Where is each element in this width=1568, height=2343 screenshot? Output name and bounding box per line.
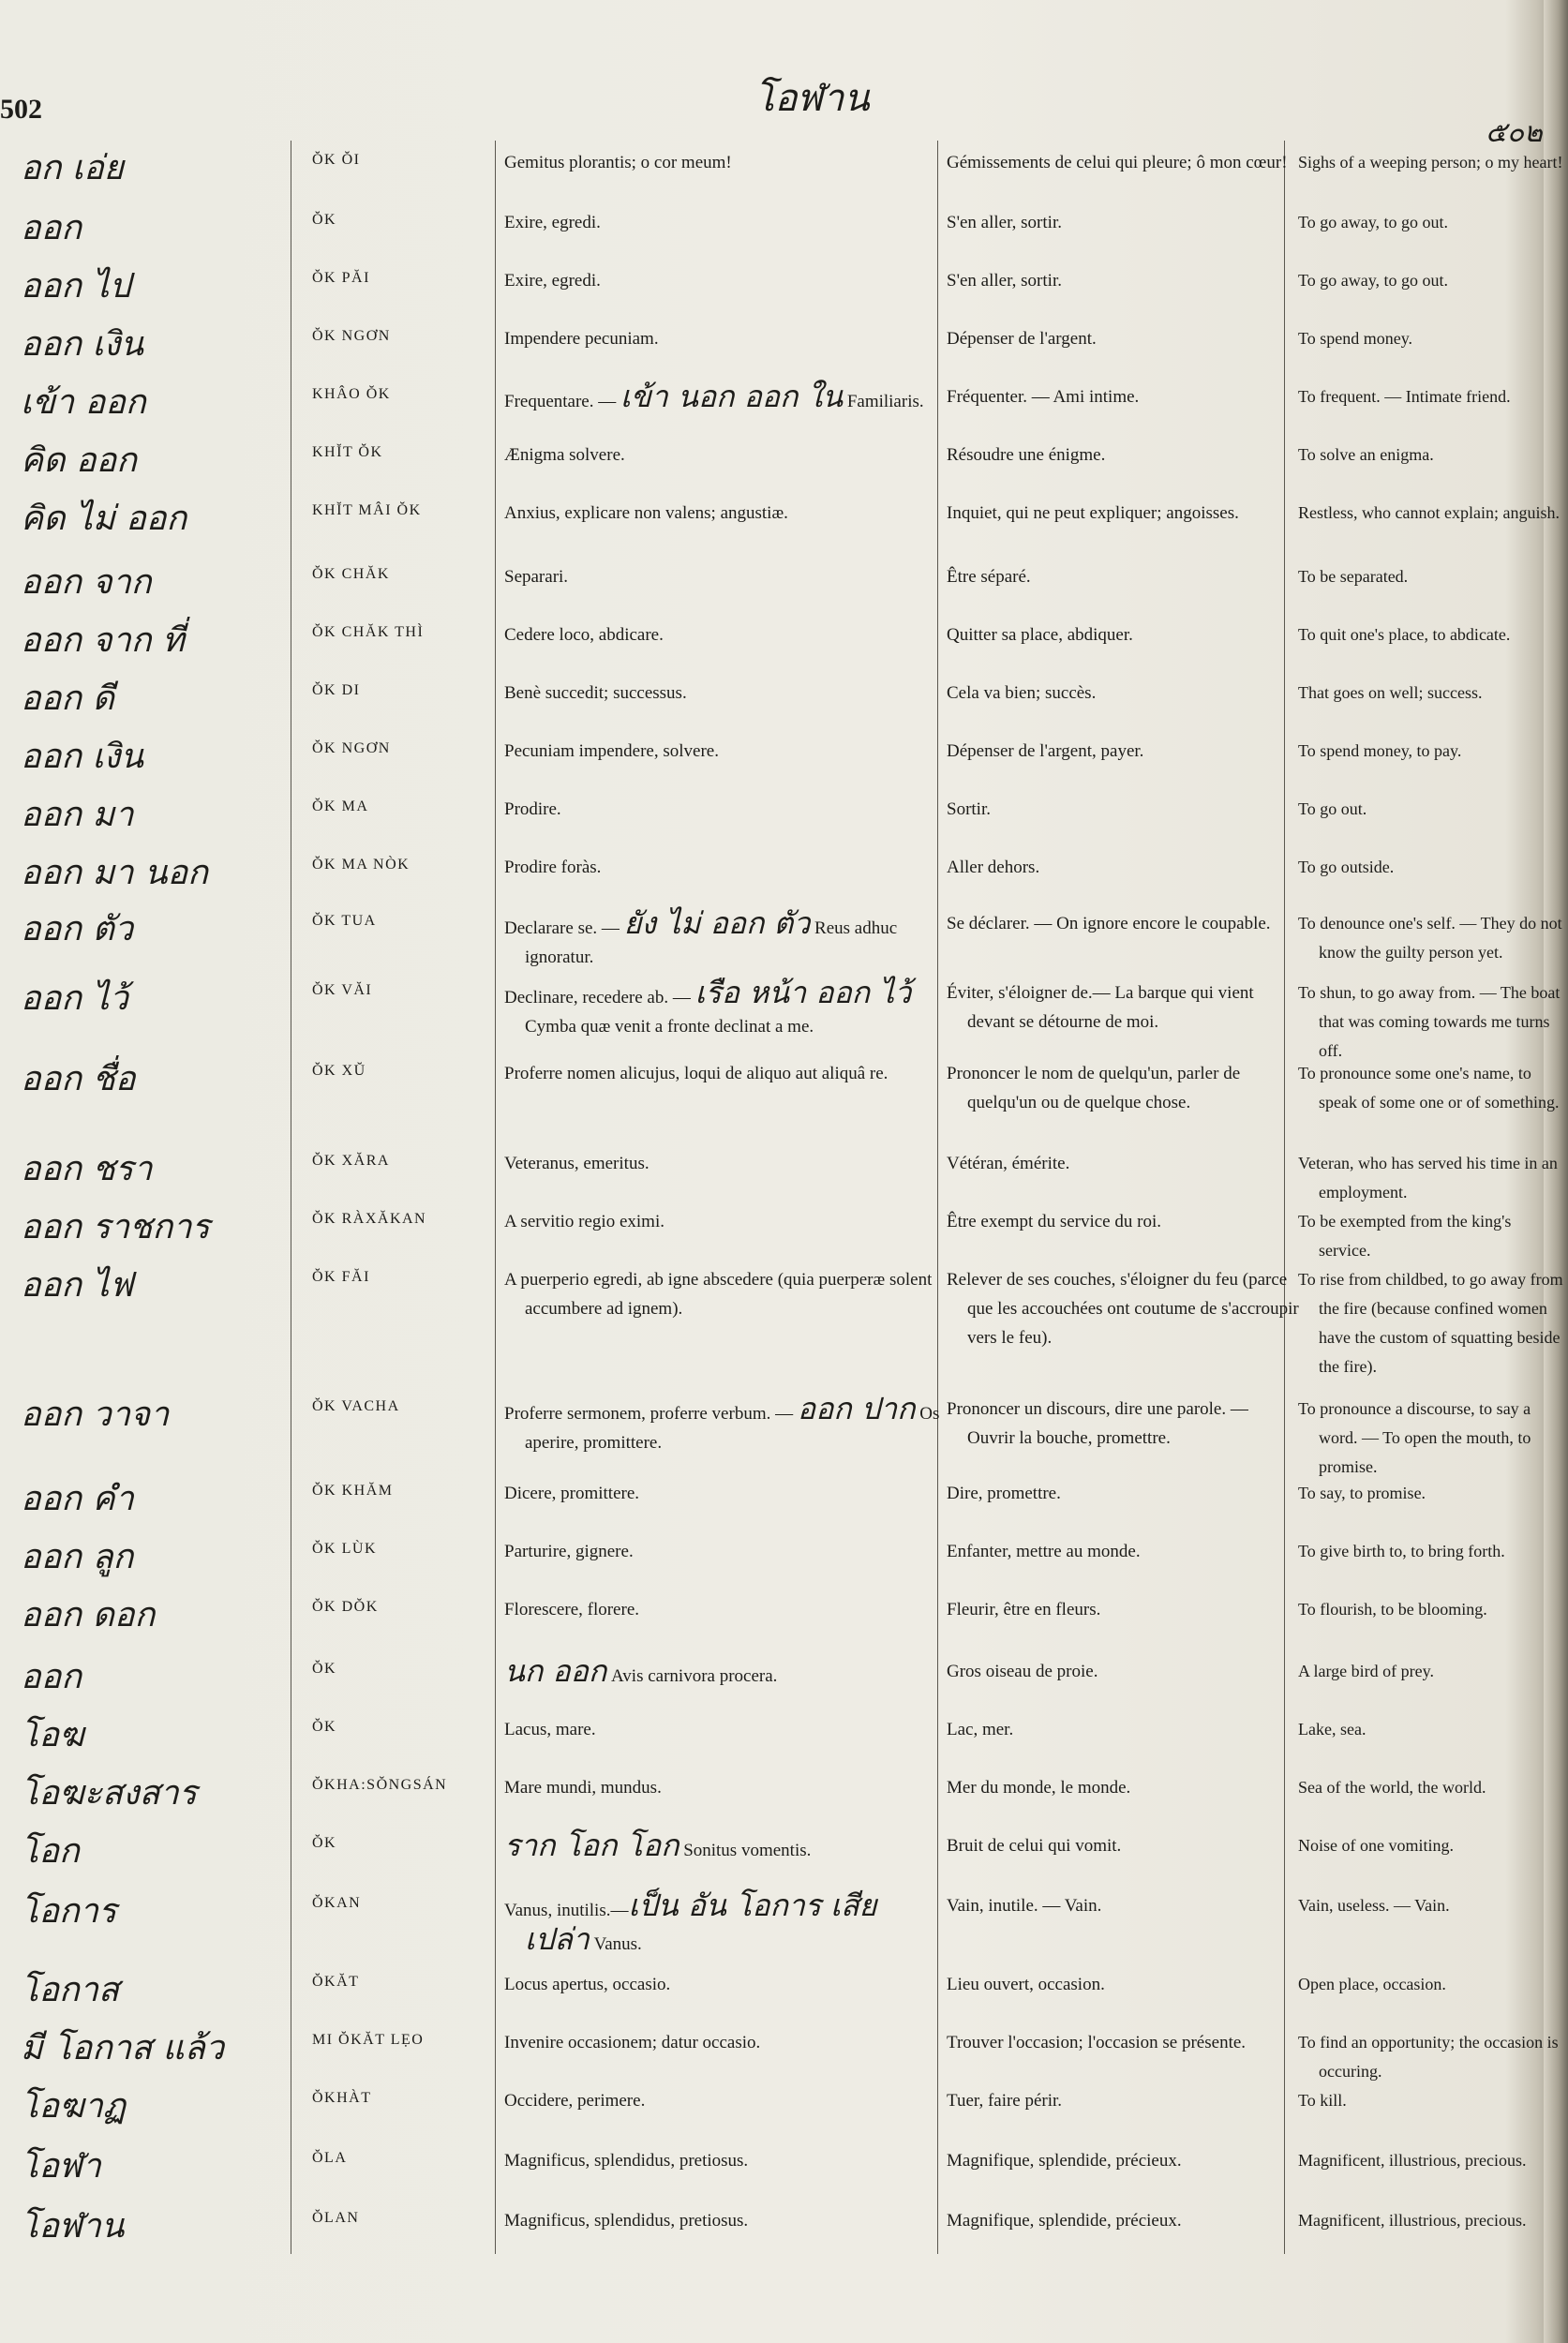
romanization: ŎK TUA [312, 913, 377, 929]
latin-text: Vanus. [589, 1934, 642, 1954]
latin-text: Exire, egredi. [504, 213, 601, 232]
thai-headword: ออก ดี [21, 679, 114, 718]
thai-headword: โอฆะสงสาร [21, 1774, 198, 1813]
thai-example: เป็น อัน โอการ เสีย เปล่า [525, 1888, 877, 1957]
french-definition: Trouver l'occasion; l'occasion se présente. [947, 2033, 1247, 2052]
english-definition: To pronounce some one's name, to speak of some one or of something. [1298, 1064, 1560, 1112]
french-definition: Dépenser de l'argent, payer. [947, 741, 1144, 761]
latin-text: Florescere, florere. [504, 1600, 640, 1619]
latin-definition [504, 1970, 947, 1999]
english-definition: Magnificent, illustrious, precious. [1298, 2151, 1527, 2170]
latin-definition [504, 1149, 947, 1178]
latin-definition [504, 2086, 947, 2115]
french-definition: Inquiet, qui ne peut expliquer; angoisses. [947, 503, 1239, 523]
french-definition: Vain, inutile. — Vain. [947, 1896, 1102, 1916]
latin-prefix: Declinare, recedere ab. — [504, 988, 695, 1007]
latin-definition [504, 2028, 947, 2057]
romanization: KHÂO ŎK [312, 386, 391, 402]
latin-definition [504, 2206, 947, 2235]
thai-headword: โอก [21, 1832, 80, 1871]
romanization: ŎKĂT [312, 1974, 360, 1990]
latin-definition [504, 1207, 947, 1236]
latin-text: Occidere, perimere. [504, 2091, 646, 2111]
latin-text: Os aperire, promittere. [525, 1404, 940, 1453]
latin-text: Dicere, promittere. [504, 1484, 640, 1503]
english-definition: To be separated. [1298, 567, 1409, 586]
romanization: ŎK XĂRA [312, 1153, 390, 1169]
french-definition: Lieu ouvert, occasion. [947, 1975, 1105, 1994]
latin-text: Exire, egredi. [504, 271, 601, 291]
latin-prefix: Proferre sermonem, proferre verbum. — [504, 1404, 798, 1424]
thai-headword: ออก คำ [21, 1480, 134, 1518]
latin-text: Lacus, mare. [504, 1720, 596, 1739]
latin-definition [504, 324, 947, 353]
thai-headword: ออก จาก ที่ [21, 621, 185, 660]
french-definition: Dire, promettre. [947, 1484, 1061, 1503]
french-definition: Aller dehors. [947, 858, 1040, 877]
latin-text: Mare mundi, mundus. [504, 1778, 662, 1798]
romanization: ŎK [312, 212, 337, 228]
latin-definition [504, 1595, 947, 1624]
french-definition: Se déclarer. — On ignore encore le coupable. [947, 914, 1271, 933]
french-definition: Prononcer le nom de quelqu'un, parler de quelqu'un ou de quelque chose. [947, 1064, 1241, 1112]
latin-definition [504, 1265, 947, 1323]
french-definition: Relever de ses couches, s'éloigner du feu (parce que les accouchées ont coutume de s'accroupir vers le feu). [947, 1270, 1299, 1348]
romanization: ŎLA [312, 2150, 348, 2166]
latin-text: Veteranus, emeritus. [504, 1154, 650, 1173]
english-definition: Lake, sea. [1298, 1720, 1366, 1739]
english-definition: Magnificent, illustrious, precious. [1298, 2211, 1527, 2230]
english-definition: To spend money, to pay. [1298, 741, 1462, 760]
thai-headword: ออก เงิน [21, 738, 143, 776]
latin-text: Benè succedit; successus. [504, 683, 687, 703]
english-definition: To kill. [1298, 2091, 1347, 2110]
english-definition: Veteran, who has served his time in an employment. [1298, 1154, 1558, 1201]
thai-headword: โอฬาน [21, 2207, 125, 2246]
french-definition: Être séparé. [947, 567, 1031, 587]
english-definition: Sighs of a weeping person; o my heart! [1298, 153, 1563, 172]
thai-headword: ออก วาจา [21, 1395, 170, 1434]
romanization: ŎK DI [312, 682, 361, 698]
thai-headword: ออก ไป [21, 267, 131, 306]
french-definition: Cela va bien; succès. [947, 683, 1097, 703]
thai-headword: ออก เงิน [21, 325, 143, 364]
french-definition: Mer du monde, le monde. [947, 1778, 1131, 1798]
latin-definition [504, 737, 947, 766]
romanization: ŎK [312, 1835, 337, 1851]
thai-headword: ออก [21, 1658, 82, 1696]
latin-definition [504, 679, 947, 708]
thai-headword: โอฆ [21, 1716, 84, 1754]
latin-definition [504, 620, 947, 649]
romanization: ŎK PĂI [312, 270, 370, 286]
english-definition: To say, to promise. [1298, 1484, 1426, 1502]
thai-headword: ออก ลูก [21, 1538, 134, 1576]
latin-text: Prodire foràs. [504, 858, 602, 877]
thai-example: เข้า นอก ออก ใน [620, 379, 844, 414]
thai-headword: ออก มา นอก [21, 854, 208, 892]
romanization: ŎK NGƠN [312, 740, 391, 756]
english-definition: To go away, to go out. [1298, 271, 1449, 290]
romanization: KHĬT MÂI ŎK [312, 502, 422, 518]
latin-text: Locus apertus, occasio. [504, 1975, 671, 1994]
latin-definition [504, 905, 947, 972]
latin-text: Reus adhuc ignoratur. [525, 918, 898, 967]
english-definition: To frequent. — Intimate friend. [1298, 387, 1511, 406]
romanization: ŎK ŎI [312, 152, 361, 168]
french-definition: Gémissements de celui qui pleure; ô mon cœur! [947, 153, 1288, 172]
romanization: ŎK KHĂM [312, 1483, 394, 1499]
french-definition: Magnifique, splendide, précieux. [947, 2211, 1182, 2231]
english-definition: To go away, to go out. [1298, 213, 1449, 231]
latin-text: Magnificus, splendidus, pretiosus. [504, 2151, 749, 2171]
french-definition: Fleurir, être en fleurs. [947, 1600, 1101, 1619]
thai-example: ราก โอก โอก [504, 1828, 679, 1863]
thai-headword: ออก ดอก [21, 1596, 156, 1634]
latin-text: Separari. [504, 567, 569, 587]
french-definition: Gros oiseau de proie. [947, 1662, 1098, 1681]
english-definition: Noise of one vomiting. [1298, 1836, 1454, 1855]
latin-text: Magnificus, splendidus, pretiosus. [504, 2211, 749, 2231]
latin-text: Gemitus plorantis; o cor meum! [504, 153, 732, 172]
thai-example: เรือ หน้า ออก ไว้ [694, 975, 912, 1010]
thai-page-number: ๕๐๒ [1486, 116, 1543, 149]
romanization: ŎK NGƠN [312, 328, 391, 344]
thai-headword: คิด ไม่ ออก [21, 500, 187, 538]
english-definition: To find an opportunity; the occasion is occuring. [1298, 2033, 1559, 2081]
english-definition: To denounce one's self. — They do not know the guilty person yet. [1298, 914, 1562, 962]
english-definition: To be exempted from the king's service. [1298, 1212, 1512, 1260]
latin-text: Avis carnivora procera. [606, 1666, 778, 1686]
latin-definition [504, 1059, 947, 1088]
latin-definition [504, 1828, 947, 1865]
english-definition: To quit one's place, to abdicate. [1298, 625, 1511, 644]
latin-definition [504, 499, 947, 528]
latin-text: Familiaris. [843, 392, 924, 411]
thai-example: ออก ปาก [797, 1391, 916, 1426]
french-definition: Éviter, s'éloigner de.— La barque qui vient devant se détourne de moi. [947, 983, 1254, 1032]
latin-definition [504, 208, 947, 237]
latin-definition [504, 440, 947, 470]
latin-text: Pecuniam impendere, solvere. [504, 741, 719, 761]
romanization: ŎK VĂI [312, 982, 373, 998]
thai-example: ยัง ไม่ ออก ตัว [623, 905, 811, 941]
thai-headword: ออก ตัว [21, 910, 134, 948]
english-definition: Vain, useless. — Vain. [1298, 1896, 1450, 1915]
french-definition: Prononcer un discours, dire une parole. — Ouvrir la bouche, promettre. [947, 1399, 1248, 1448]
thai-headword: คิด ออก [21, 441, 137, 480]
latin-prefix: Frequentare. — [504, 392, 620, 411]
latin-text: Ænigma solvere. [504, 445, 625, 465]
english-definition: To pronounce a discourse, to say a word. — To open the mouth, to promise. [1298, 1399, 1531, 1476]
romanization: ŎK VACHA [312, 1398, 400, 1414]
latin-text: Impendere pecuniam. [504, 329, 659, 349]
english-definition: Open place, occasion. [1298, 1975, 1446, 1993]
thai-headword: เข้า ออก [21, 383, 146, 422]
latin-prefix: Declarare se. — [504, 918, 624, 938]
romanization: ŎK CHĂK THÌ [312, 624, 425, 640]
romanization: ŎK CHĂK [312, 566, 390, 582]
french-definition: Fréquenter. — Ami intime. [947, 387, 1140, 407]
latin-text: Cymba quæ venit a fronte declinat a me. [525, 1017, 814, 1037]
thai-headword: โอกาส [21, 1971, 119, 2009]
romanization: ŎKAN [312, 1895, 362, 1911]
french-definition: Résoudre une énigme. [947, 445, 1106, 465]
romanization: ŎLAN [312, 2210, 360, 2226]
latin-text: Parturire, gignere. [504, 1542, 634, 1561]
latin-text: Invenire occasionem; datur occasio. [504, 2033, 761, 2052]
french-definition: Vétéran, émérite. [947, 1154, 1070, 1173]
latin-definition [504, 1537, 947, 1566]
latin-text: Anxius, explicare non valens; angustiæ. [504, 503, 788, 523]
romanization: ŎK [312, 1661, 337, 1677]
thai-headword: โอฬา [21, 2147, 101, 2186]
french-definition: Magnifique, splendide, précieux. [947, 2151, 1182, 2171]
latin-definition [504, 1479, 947, 1508]
latin-text: Sonitus vomentis. [679, 1841, 812, 1860]
thai-example: นก ออก [504, 1653, 607, 1689]
latin-text: Prodire. [504, 799, 561, 819]
french-definition: Être exempt du service du roi. [947, 1212, 1161, 1231]
thai-headword: โอการ [21, 1892, 117, 1931]
french-definition: Dépenser de l'argent. [947, 329, 1097, 349]
latin-definition [504, 1715, 947, 1744]
latin-definition [504, 2146, 947, 2175]
romanization: ŎK FĂI [312, 1269, 370, 1285]
romanization: MI ŎKĂT LẸO [312, 2032, 425, 2048]
french-definition: Sortir. [947, 799, 991, 819]
thai-headword: ออก ไว้ [21, 979, 128, 1018]
english-definition: To shun, to go away from. — The boat that was coming towards me turns off. [1298, 983, 1561, 1060]
romanization: ŎK XŬ [312, 1063, 366, 1079]
latin-prefix: Vanus, inutilis.— [504, 1901, 629, 1920]
romanization: ŎK MA [312, 798, 369, 814]
english-definition: That goes on well; success. [1298, 683, 1483, 702]
latin-definition [504, 1888, 947, 1959]
english-definition: To rise from childbed, to go away from the fire (because confined women have the custom of squatting beside the fire). [1298, 1270, 1563, 1376]
french-definition: S'en aller, sortir. [947, 271, 1062, 291]
english-definition: To spend money. [1298, 329, 1413, 348]
romanization: ŎK RÀXĂKAN [312, 1211, 427, 1227]
latin-text: A servitio regio eximi. [504, 1212, 665, 1231]
column-divider [495, 141, 496, 2254]
thai-headword: โอฆาฏ [21, 2087, 127, 2126]
thai-headword: ออก [21, 209, 82, 247]
thai-headword: ออก ชื่อ [21, 1060, 136, 1098]
page-title: โอฬาน [754, 77, 870, 120]
thai-headword: ออก ราชการ [21, 1208, 210, 1246]
english-definition: To solve an enigma. [1298, 445, 1434, 464]
french-definition: Lac, mer. [947, 1720, 1014, 1739]
romanization: ŎK [312, 1719, 337, 1735]
thai-headword: มี โอกาส แล้ว [21, 2029, 225, 2067]
thai-headword: ออก มา [21, 796, 134, 834]
english-definition: To flourish, to be blooming. [1298, 1600, 1487, 1619]
thai-headword: ออก ไฟ [21, 1266, 134, 1305]
latin-definition [504, 1773, 947, 1802]
french-definition: Tuer, faire périr. [947, 2091, 1063, 2111]
thai-headword: ออก จาก [21, 563, 152, 602]
english-definition: Restless, who cannot explain; anguish. [1298, 503, 1560, 522]
latin-text: Cedere loco, abdicare. [504, 625, 664, 645]
romanization: KHĬT ŎK [312, 444, 383, 460]
romanization: ŎKHÀT [312, 2090, 372, 2106]
romanization: ŎKHA:SŎNGSÁN [312, 1777, 448, 1793]
thai-headword: อก เอ่ย [21, 149, 124, 187]
latin-definition [504, 266, 947, 295]
latin-text: A puerperio egredi, ab igne abscedere (quia puerperæ solent accumbere ad ignem). [504, 1270, 933, 1319]
latin-definition [504, 975, 947, 1041]
french-definition: S'en aller, sortir. [947, 213, 1062, 232]
latin-definition [504, 148, 947, 177]
latin-definition [504, 562, 947, 591]
romanization: ŎK LÙK [312, 1541, 377, 1557]
english-definition: To go outside. [1298, 858, 1395, 876]
latin-text: Proferre nomen alicujus, loqui de aliquo aut aliquâ re. [504, 1064, 889, 1083]
french-definition: Enfanter, mettre au monde. [947, 1542, 1141, 1561]
latin-definition [504, 795, 947, 824]
latin-definition [504, 1391, 947, 1457]
english-definition: To go out. [1298, 799, 1367, 818]
english-definition: Sea of the world, the world. [1298, 1778, 1486, 1797]
latin-definition [504, 853, 947, 882]
english-definition: A large bird of prey. [1298, 1662, 1434, 1680]
latin-definition [504, 1653, 947, 1691]
french-definition: Bruit de celui qui vomit. [947, 1836, 1122, 1856]
romanization: ŎK DŎK [312, 1599, 379, 1615]
thai-headword: ออก ชรา [21, 1150, 153, 1188]
page-number: 502 [0, 94, 42, 125]
english-definition: To give birth to, to bring forth. [1298, 1542, 1505, 1560]
latin-definition [504, 379, 947, 416]
french-definition: Quitter sa place, abdiquer. [947, 625, 1133, 645]
romanization: ŎK MA NÒK [312, 857, 411, 873]
